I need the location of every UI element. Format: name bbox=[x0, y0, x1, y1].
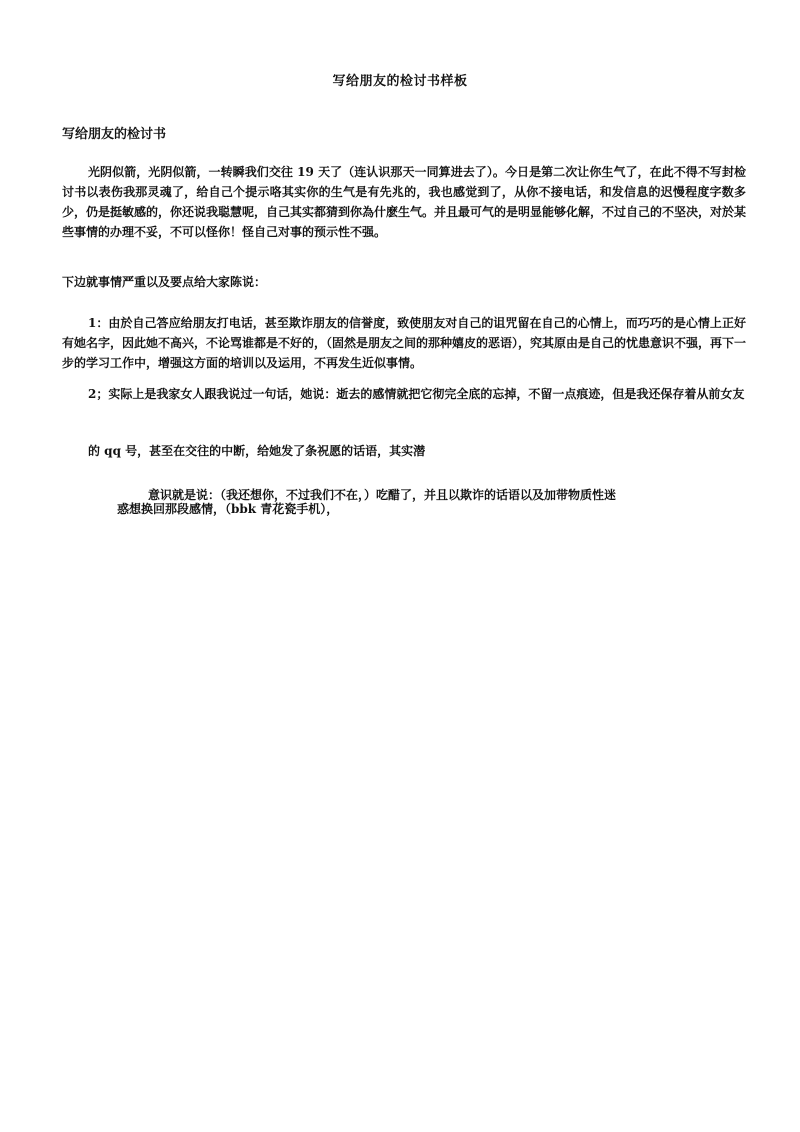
document-title: 写给朋友的检讨书样板 bbox=[332, 74, 468, 89]
paragraph-5: 意识就是说：（我还想你，不过我们不在，）吃醋了，并且以欺诈的话语以及加带物质性迷 bbox=[148, 488, 617, 502]
paragraph-2: 1：由於自己答应给朋友打电话，甚至欺诈朋友的信誉度，致使朋友对自己的诅咒留在自己的心情上，而巧巧的是心情上正好有她名字，因此她不高兴，不论骂谁都是不好的，（固然是朋友之间的那种嬉皮的恶语），究其原由是自己的忧患意识不强，再下一步的学习工作中，增强这方面的培训以及运用，不再发生近似事情。 bbox=[62, 316, 747, 370]
document-subtitle: 写给朋友的检讨书 bbox=[62, 127, 167, 142]
paragraph-4: 的 qq 号，甚至在交往的中断，给她发了条祝愿的话语，其实潜 bbox=[88, 444, 426, 458]
paragraph-6: 惑想换回那段感情，（bbk 青花瓷手机）， bbox=[117, 502, 339, 516]
intro-line: 下边就事情严重以及要点给大家陈说： bbox=[62, 275, 267, 289]
paragraph-3: 2；实际上是我家女人跟我说过一句话，她说：逝去的感情就把它彻完全底的忘掉，不留一点痕迹，但是我还保存着从前女友 bbox=[88, 387, 745, 401]
paragraph-1: 光阴似箭，光阴似箭，一转瞬我们交往 19 天了（连认识那天一同算进去了）。今日是第二次让你生气了，在此不得不写封检讨书以表伤我那灵魂了，给自己个提示咯其实你的生气是有先兆的，我也感觉到了，从你不接电话，和发信息的迟慢程度字数多少，仍是挺敏感的，你还说我聪慧呢，自己其实都猜到你為什麽生气。并且最可气的是明显能够化解，不过自己的不坚决，对於某些事情的办理不妥，不可以怪你！怪自己对事的预示性不强。 bbox=[62, 165, 747, 239]
